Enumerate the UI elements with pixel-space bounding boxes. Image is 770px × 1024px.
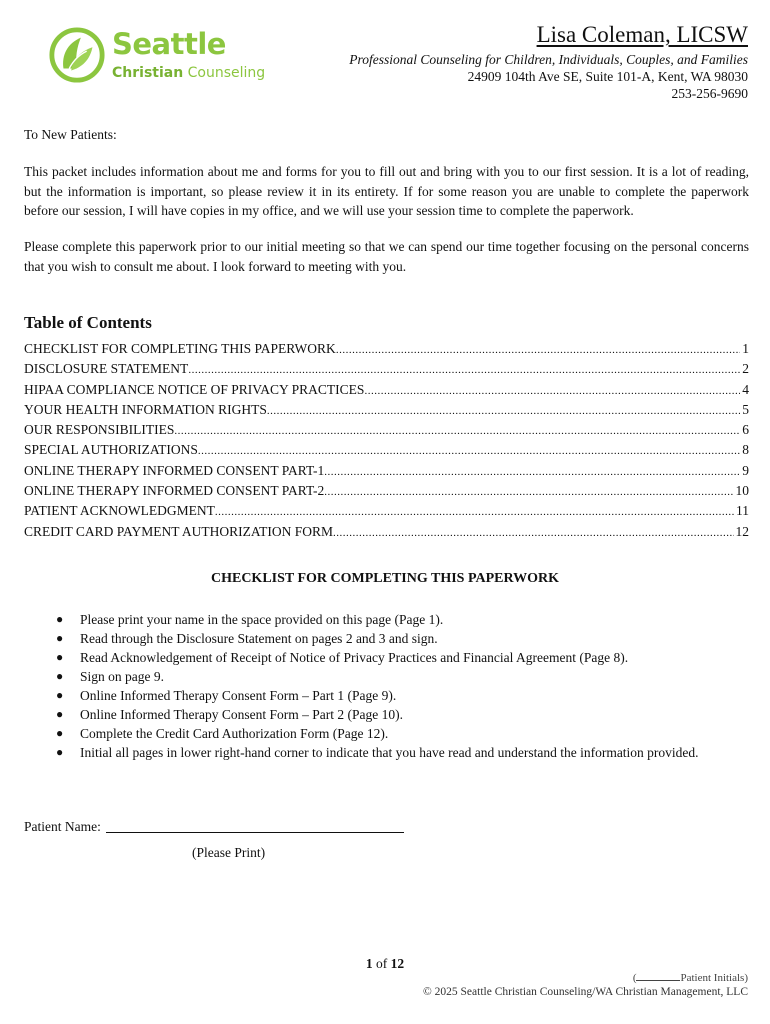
logo-word-seattle: Seattle: [112, 27, 226, 61]
toc-entry[interactable]: [24, 382, 749, 402]
checklist: [56, 610, 756, 762]
checklist-item-text: Read through the Disclosure Statement on pages 2 and 3 and sign.: [80, 631, 438, 646]
toc-entry-label: CHECKLIST FOR COMPLETING THIS PAPERWORK: [24, 341, 336, 356]
please-print-note: (Please Print): [192, 845, 266, 860]
toc-leader-dots: [198, 445, 740, 457]
checklist-item-text: Read Acknowledgement of Receipt of Notice of Privacy Practices and Financial Agreement (Page 8).: [80, 650, 629, 665]
toc-entry[interactable]: [24, 483, 749, 503]
toc-entry-label: PATIENT ACKNOWLEDGMENT: [24, 503, 215, 519]
checklist-item: [56, 667, 756, 686]
toc-leader-dots: [324, 466, 740, 478]
checklist-item-text: Initial all pages in lower right-hand corner to indicate that you have read and understand the information provided.: [80, 745, 699, 760]
toc-entry[interactable]: [24, 442, 749, 462]
checklist-item-text: Online Informed Therapy Consent Form – Part 1 (Page 9).: [80, 688, 397, 703]
checklist-item: [56, 648, 756, 667]
toc-entry-label: ONLINE THERAPY INFORMED CONSENT PART-1: [24, 462, 325, 478]
toc-leader-dots: [267, 405, 740, 417]
checklist-item: [56, 686, 756, 705]
bullet-icon: ●: [56, 631, 64, 645]
provider-phone: 253-256-9690: [671, 86, 748, 101]
toc-entry-label: DISCLOSURE STATEMENT: [24, 361, 189, 377]
initials-blank[interactable]: [636, 980, 680, 981]
toc-entry[interactable]: [24, 422, 749, 442]
toc-leader-dots: [336, 344, 740, 356]
checklist-item: [56, 724, 756, 743]
company-logo: [48, 26, 278, 88]
provider-name: Lisa Coleman, LICSW: [536, 22, 748, 47]
bullet-icon: ●: [56, 612, 64, 626]
bullet-icon: ●: [56, 707, 64, 721]
toc-leader-dots: [215, 506, 734, 518]
toc-title: Table of Contents: [24, 313, 152, 332]
patient-name-label: Patient Name:: [24, 819, 101, 834]
toc-leader-dots: [174, 425, 740, 437]
toc-entry[interactable]: [24, 341, 749, 361]
checklist-item: [56, 705, 756, 724]
toc-entry-page: 10: [735, 483, 749, 499]
intro-paragraph-1: This packet includes information about me and forms for you to fill out and bring with you to our first session. It is a lot of reading, but the information is important, so please review it in its entirety. If for some reason you are unable to complete the paperwork before our session, I will have copies in my office, and we will use your session time to complete the paperwork.: [24, 164, 749, 218]
toc-leader-dots: [324, 486, 733, 498]
greeting: To New Patients:: [24, 127, 117, 142]
checklist-item: [56, 610, 756, 629]
toc-leader-dots: [364, 385, 740, 397]
toc-entry-label: CREDIT CARD PAYMENT AUTHORIZATION FORM: [24, 523, 334, 539]
toc-entry[interactable]: [24, 402, 749, 422]
copyright: © 2025 Seattle Christian Counseling/WA Christian Management, LLC: [423, 986, 748, 998]
provider-address: 24909 104th Ave SE, Suite 101-A, Kent, WA 98030: [467, 69, 748, 84]
bullet-icon: ●: [56, 745, 64, 759]
toc-entry-page: 8: [742, 442, 749, 458]
toc-entry-label: SPECIAL AUTHORIZATIONS: [24, 442, 198, 458]
page-number: 1 of 12: [365, 956, 405, 971]
toc-entry[interactable]: [24, 361, 749, 381]
checklist-item-text: Please print your name in the space provided on this page (Page 1).: [80, 612, 444, 627]
toc-entry[interactable]: [24, 503, 749, 523]
table-of-contents: [24, 341, 749, 544]
checklist-item-text: Sign on page 9.: [80, 669, 164, 684]
toc-entry-label: YOUR HEALTH INFORMATION RIGHTS: [24, 401, 267, 417]
bullet-icon: ●: [56, 669, 64, 683]
toc-leader-dots: [333, 527, 733, 539]
logo-word-christian-counseling: Christian Counseling: [112, 65, 266, 81]
checklist-item: [56, 743, 756, 762]
checklist-item-text: Online Informed Therapy Consent Form – Part 2 (Page 10).: [80, 707, 403, 722]
leaf-circle-logo-icon: [48, 26, 106, 84]
patient-name-field[interactable]: [106, 832, 404, 833]
toc-entry-page: 12: [735, 523, 749, 539]
checklist-item: [56, 629, 756, 648]
toc-entry-page: 4: [742, 381, 749, 397]
provider-tagline: Professional Counseling for Children, Individuals, Couples, and Families: [349, 52, 748, 67]
toc-entry-page: 5: [742, 401, 749, 417]
bullet-icon: ●: [56, 726, 64, 740]
toc-entry-page: 2: [742, 361, 749, 377]
checklist-item-text: Complete the Credit Card Authorization Form (Page 12).: [80, 726, 389, 741]
toc-entry-label: OUR RESPONSIBILITIES: [24, 422, 175, 438]
toc-entry-label: HIPAA COMPLIANCE NOTICE OF PRIVACY PRACTICES: [24, 381, 365, 397]
toc-entry[interactable]: [24, 463, 749, 483]
toc-entry-page: 11: [736, 503, 749, 519]
bullet-icon: ●: [56, 650, 64, 664]
toc-entry[interactable]: [24, 524, 749, 544]
toc-leader-dots: [188, 364, 740, 376]
checklist-title: CHECKLIST FOR COMPLETING THIS PAPERWORK: [210, 571, 559, 586]
toc-entry-page: 9: [742, 462, 749, 478]
toc-entry-page: 1: [742, 341, 749, 356]
intro-paragraph-2: Please complete this paperwork prior to our initial meeting so that we can spend our time together focusing on the personal concerns that you wish to consult me about. I look forward to meeting with you.: [24, 239, 749, 274]
toc-entry-page: 6: [742, 422, 749, 438]
patient-initials: ( Patient Initials): [632, 972, 748, 984]
bullet-icon: ●: [56, 688, 64, 702]
toc-entry-label: ONLINE THERAPY INFORMED CONSENT PART-2: [24, 483, 325, 499]
